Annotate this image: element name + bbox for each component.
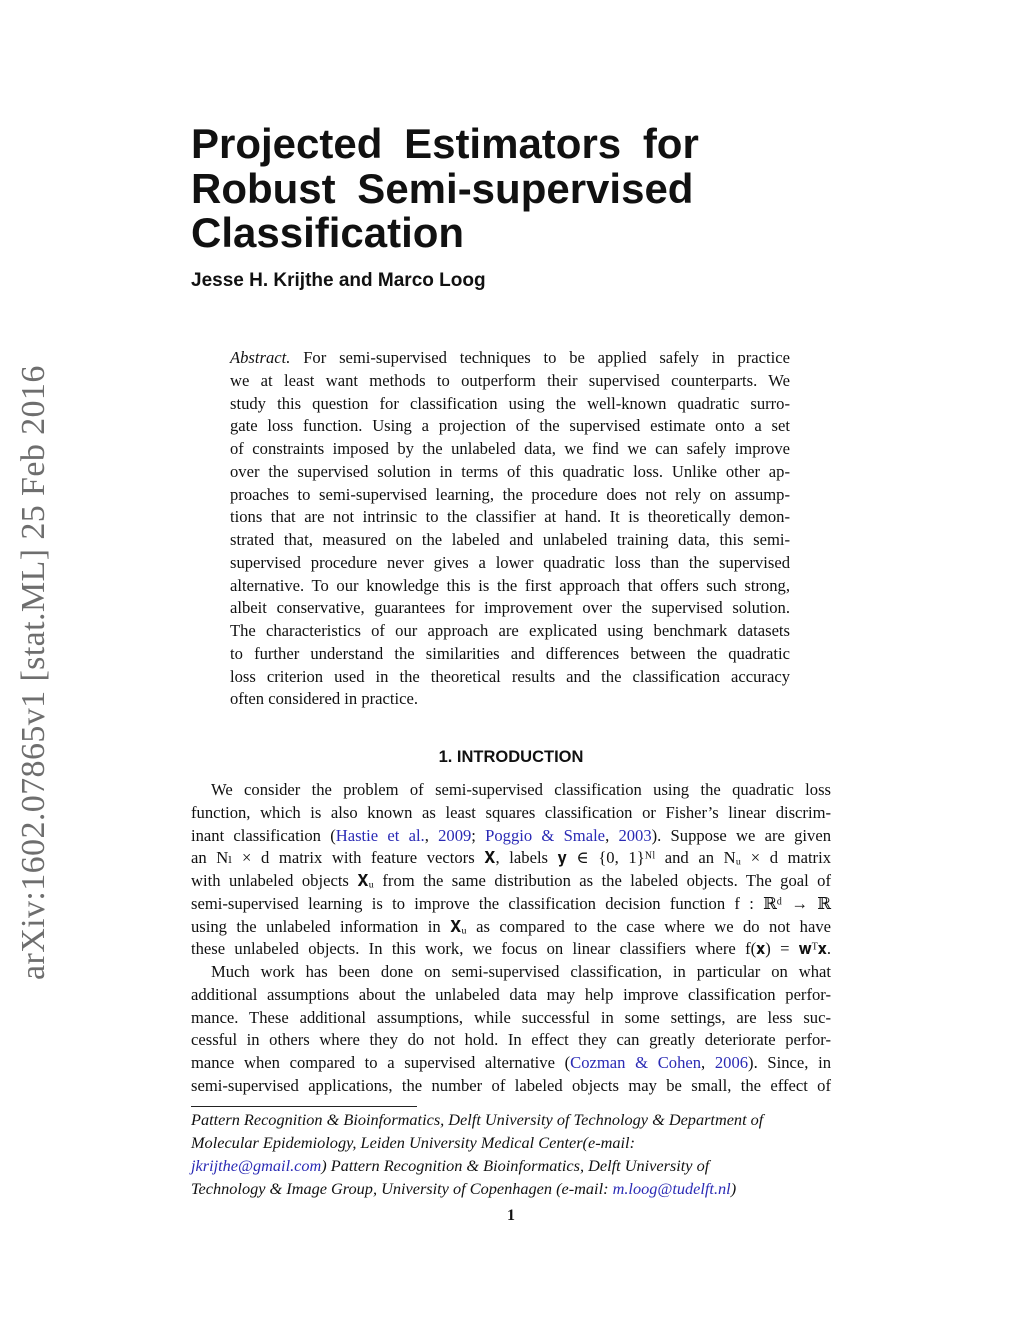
- abstract: [230, 347, 790, 711]
- intro-line: an Nₗ × d matrix with feature vectors 𝐗, labels 𝐲 ∈ {0, 1}ᴺˡ and an Nᵤ × d matrix: [191, 848, 831, 868]
- intro-line: Much work has been done on semi-supervised classification, in particular on what: [211, 962, 831, 981]
- citation-year-link[interactable]: 2003: [618, 825, 652, 845]
- intro-line: using the unlabeled information in 𝐗ᵤ as compared to the case where we do not have: [191, 916, 831, 936]
- footnote-line: Molecular Epidemiology, Leiden University Medical Center(e-mail:: [191, 1133, 635, 1152]
- title-line: Classification: [191, 209, 465, 256]
- citation-link-hastie[interactable]: Hastie et al.: [335, 825, 425, 845]
- page-number: 1: [507, 1207, 515, 1224]
- arxiv-identifier: arXiv:1602.07865v1 [stat.ML] 25 Feb 2016: [15, 365, 52, 980]
- abstract-label: Abstract.: [230, 348, 291, 367]
- intro-line: mance. These additional assumptions, while successful in some settings, are less suc-: [191, 1007, 831, 1027]
- title-line: Projected Estimators for: [191, 120, 699, 167]
- intro-line: additional assumptions about the unlabeled data may help improve classification perfor-: [191, 984, 831, 1004]
- paper-title: [191, 122, 751, 256]
- section-heading: 1. INTRODUCTION: [438, 748, 584, 766]
- abstract-line: albeit conservative, guarantees for improvement over the supervised solution.: [230, 598, 790, 618]
- abstract-line: of constraints imposed by the unlabeled data, we find we can safely improve: [230, 439, 790, 458]
- abstract-line: The characteristics of our approach are explicated using benchmark datasets: [230, 621, 790, 640]
- footnote-line: Pattern Recognition & Bioinformatics, Delft University of Technology & Department of: [191, 1110, 764, 1129]
- abstract-line: tions that are not intrinsic to the classifier at hand. It is theoretically demon-: [230, 507, 790, 527]
- footnote-line: Technology & Image Group, University of Copenhagen (e-mail: m.loog@tudelft.nl): [191, 1179, 737, 1198]
- intro-line: semi-supervised applications, the number of labeled objects may be small, the effect of: [191, 1075, 831, 1095]
- abstract-line: supervised procedure never gives a lower quadratic loss than the supervised: [230, 552, 790, 572]
- abstract-line: Abstract. For semi-supervised techniques to be applied safely in practice: [230, 348, 790, 367]
- citation-year-link[interactable]: 2006: [714, 1053, 749, 1072]
- abstract-line: strated that, measured on the labeled and unlabeled training data, this semi-: [230, 530, 790, 549]
- title-line: Robust Semi-supervised: [191, 164, 694, 212]
- intro-line: function, which is also known as least squares classification or Fisher’s linear discrim-: [191, 802, 831, 822]
- footnote-divider: [191, 1106, 417, 1107]
- abstract-line: loss criterion used in the theoretical results and the classification accuracy: [230, 666, 790, 686]
- abstract-line: proaches to semi-supervised learning, the procedure does not rely on assump-: [230, 484, 790, 504]
- abstract-line: to further understand the similarities and differences between the quadratic: [230, 643, 790, 663]
- intro-line: cessful in others where they do not hold. In effect they can greatly deteriorate perfor-: [191, 1030, 831, 1050]
- intro-body: [191, 779, 831, 1098]
- abstract-line: we at least want methods to outperform their supervised counterparts. We: [230, 370, 790, 390]
- intro-line: We consider the problem of semi-supervised classification using the quadratic loss: [211, 780, 831, 799]
- footnote-line: jkrijthe@gmail.com) Pattern Recognition & Bioinformatics, Delft University of: [191, 1156, 710, 1175]
- citation-link-poggio[interactable]: Poggio & Smale: [485, 825, 606, 845]
- abstract-line: alternative. To our knowledge this is the first approach that offers such strong,: [230, 575, 790, 595]
- abstract-line: often considered in practice.: [230, 689, 418, 709]
- citation-year-link[interactable]: 2009: [438, 825, 472, 845]
- citation-link-cozman[interactable]: Cozman & Cohen: [570, 1053, 702, 1072]
- intro-line: with unlabeled objects 𝐗ᵤ from the same distribution as the labeled objects. The goal of: [191, 871, 831, 890]
- intro-line: mance when compared to a supervised alternative (Cozman & Cohen, 2006). Since, in: [191, 1053, 831, 1072]
- intro-line: inant classification (Hastie et al., 2009; Poggio & Smale, 2003). Suppose we are given: [191, 825, 831, 845]
- email-link-loog[interactable]: m.loog@tudelft.nl: [612, 1179, 731, 1198]
- abstract-line: study this question for classification using the well-known quadratic surro-: [230, 393, 790, 413]
- affiliation-footnote: [191, 1108, 836, 1200]
- intro-line: these unlabeled objects. In this work, we focus on linear classifiers where f(𝐱) = 𝐰ᵀ𝐱.: [191, 939, 831, 959]
- abstract-line: gate loss function. Using a projection of the supervised estimate onto a set: [230, 416, 790, 436]
- email-link-krijthe[interactable]: jkrijthe@gmail.com: [191, 1156, 322, 1175]
- author-list: Jesse H. Krijthe and Marco Loog: [191, 270, 486, 291]
- intro-line: semi-supervised learning is to improve the classification decision function f : ℝᵈ → ℝ: [191, 893, 831, 913]
- abstract-line: over the supervised solution in terms of this quadratic loss. Unlike other ap-: [230, 461, 790, 481]
